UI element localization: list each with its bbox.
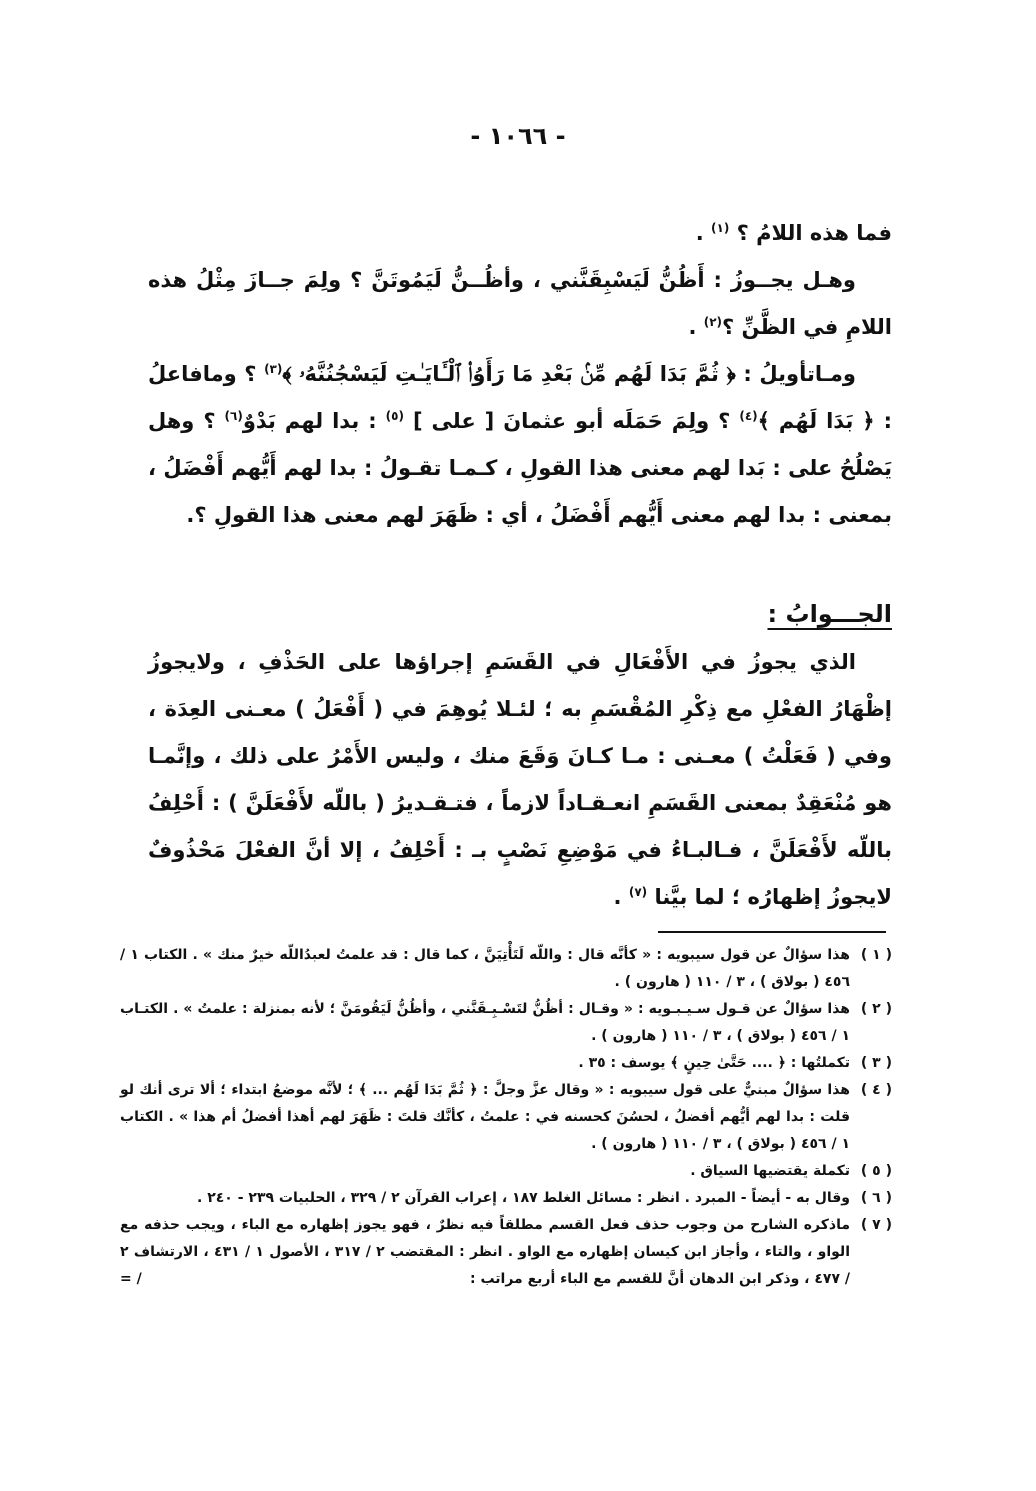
footnote (120, 942, 892, 996)
question-text: ؟ ولِمَ حَمَلَه أبو عثمانَ [ على ] (412, 409, 731, 433)
question-text: ؟ وهل يَصْلُحُ على : بَدا لهم معنى هذا القولِ ، كـمـا تقـولُ : بدا لهم أَيُّهم أَفْضَلُ ، بمعنى : بدا لهم معنى أَيُّهم أَفْضَلُ ، أي : ظَهَرَ لهم معنى هذا القولِ ؟. (148, 409, 892, 527)
paragraph-1: فما هذه اللامُ ؟ $^{(١)}$ . (695, 221, 892, 245)
footnote-text: تكملتُها : ﴿ .... حَتَّىٰ حِينٍ ﴾ يوسف : ٣٥ . (578, 1055, 850, 1071)
footnote-number: ( ١ ) (860, 947, 892, 963)
footnote-ref: (٦) (224, 409, 243, 423)
spacer (148, 539, 892, 591)
continuation-mark: = / (120, 1271, 142, 1287)
footnote (120, 1185, 892, 1212)
footnote-text (120, 1212, 850, 1293)
paragraph-3 (148, 351, 892, 539)
footnote-number: ( ٣ ) (860, 1055, 892, 1071)
footnote-ref: (٥) (385, 409, 404, 423)
footnote (120, 1050, 892, 1077)
footnote-ref: (٤) (739, 409, 758, 423)
footnote-ref: (١) (711, 221, 730, 235)
answer-text: الذي يجوزُ في الأَفْعَالِ في القَسَمِ إجراؤها على الحَذْفِ ، ولايجوزُ إظْهَارُ الفعْلِ مع ذِكْرِ المُقْسَمِ به ؛ لئـلا يُوهِمَ في ( أَفْعَلُ ) معـنى العِدَة ، وفي ( فَعَلْتُ ) معـنى : مـا كـانَ وَقَعَ منك ، وليس الأَمْرُ على ذلك ، وإنَّمـا هو مُنْعَقِدٌ بمعنى القَسَمِ انعـقـاداً لازماً ، فتـقـديرُ ( باللّه لأَفْعَلَنَّ ) : أَحْلِفُ باللّه لأَفْعَلَنَّ ، فـالبـاءُ في مَوْضِعِ نَصْبٍ بـ : أَحْلِفُ ، إلا أنَّ الفعْلَ مَحْذُوفٌ لايجوزُ إظهارُه ؛ لما بيَّنا (148, 650, 892, 909)
footnote-text-body: ماذكره الشارح من وجوب حذف فعل القسم مطلقاً فيه نظرٌ ، فهو يجوز إظهاره مع الباء ، ويجب حذفه مع الواو ، والتاء ، وأجاز ابن كيسان إظهاره مع الواو . انظر : المقتضب ٢ / ٣١٧ ، الأصول ١ / ٤٣١ ، الارتشاف ٢ / ٤٧٧ ، وذكر ابن الدهان أنَّ للقسم مع الباء أربع مراتب : (120, 1217, 850, 1287)
footnote-number: ( ٧ ) (860, 1217, 892, 1233)
footnote-number: ( ٦ ) (860, 1190, 892, 1206)
heading-text: الجـــوابُ : (767, 600, 892, 628)
answer-heading (148, 591, 892, 639)
footnote-number: ( ٤ ) (860, 1082, 892, 1098)
page-number: - ١٠٦٦ - (470, 122, 566, 150)
question-text: وهـل يجــوزُ : أَظُنُّ لَيَسْبِقَنَّني ، وأظُــنُّ لَيَمُوتَنَّ ؟ ولِمَ جــازَ مِثْلُ هذه اللامِ في الظَّنِّ ؟ (148, 268, 892, 339)
footnote (120, 996, 892, 1050)
footnote (120, 1077, 892, 1158)
footnote-ref: (٣) (264, 362, 283, 376)
footnote-text: هذا سؤالٌ عن قـول سـيـبـويه : « وقـال : أظُنُّ لتَسْـبِـقَنَّني ، وأظُنُّ لَيَقُومَنَّ ؛ لأنه بمنزلة : علمتُ » . الكتـاب ١ / ٤٥٦ ( بولاق ) ، ٣ / ١١٠ ( هارون ) . (120, 1001, 850, 1044)
question-text: ؟ ومافاعلُ : ﴿ بَدَا لَهُم ﴾ (148, 362, 892, 433)
paragraph-2: وهـل يجــوزُ : أَظُنُّ لَيَسْبِقَنَّني ، وأظُــنُّ لَيَمُوتَنَّ ؟ ولِمَ جــازَ مِثْلُ هذه اللامِ في الظَّنِّ ؟$^{(٢)}$ . (148, 268, 892, 339)
question-text: : بدا لهم بَدْوٌ (242, 409, 377, 433)
quran-quote: ومـاتأويلُ : ﴿ ثُمَّ بَدَا لَهُم مِّنۢ بَعْدِ مَا رَأَوُا۟ ٱلْـَٔايَـٰتِ لَيَسْجُنُنَّهُۥ ﴾ (282, 362, 856, 386)
footnote (120, 1158, 892, 1185)
footnote-text: وقال به - أيضاً - المبرد . انظر : مسائل الغلط ١٨٧ ، إعراب القرآن ٢ / ٣٢٩ ، الحلبيات ٢٣٩ - ٢٤٠ . (197, 1190, 850, 1206)
footnote-separator (658, 931, 886, 933)
footnote-number: ( ٥ ) (860, 1163, 892, 1179)
footnotes (120, 942, 892, 1293)
question-text: فما هذه اللامُ ؟ (736, 221, 892, 245)
footnote-text: هذا سؤالٌ عن قول سيبويه : « كأنَّه قال : واللّه لَتَأْتِيَنَّ ، كما قال : قد علمتُ لعبدُاللّه خيرٌ منك » . الكتاب ١ / ٤٥٦ ( بولاق ) ، ٣ / ١١٠ ( هارون ) . (120, 947, 850, 990)
footnote-number: ( ٢ ) (860, 1001, 892, 1017)
footnote (120, 1212, 892, 1293)
main-text (148, 210, 892, 921)
footnote-text: هذا سؤالٌ مبنيٌّ على قول سيبويه : « وقال عزَّ وجلَّ : ﴿ ثُمَّ بَدَا لَهُم ... ﴾ ؛ لأنَّه موضعُ ابتداء ؛ ألا ترى أنك لو قلت : بدا لهم أيُّهم أفضلُ ، لحسُنَ كحسنه في : علمتُ ، كأنَّك قلتَ : ظَهَرَ لهم أهذا أفضلُ أم هذا » . الكتاب ١ / ٤٥٦ ( بولاق ) ، ٣ / ١١٠ ( هارون ) . (120, 1082, 850, 1152)
answer-paragraph: الذي يجوزُ في الأَفْعَالِ في القَسَمِ إجراؤها على الحَذْفِ ، ولايجوزُ إظْهَارُ الفعْلِ مع ذِكْرِ المُقْسَمِ به ؛ لئـلا يُوهِمَ في ( أَفْعَلُ ) معـنى العِدَة ، وفي ( فَعَلْتُ ) معـنى : مـا كـانَ وَقَعَ منك ، وليس الأَمْرُ على ذلك ، وإنَّمـا هو مُنْعَقِدٌ بمعنى القَسَمِ انعـقـاداً لازماً ، فتـقـديرُ ( باللّه لأَفْعَلَنَّ ) : أَحْلِفُ باللّه لأَفْعَلَنَّ ، فـالبـاءُ في مَوْضِعِ نَصْبٍ بـ : أَحْلِفُ ، إلا أنَّ الفعْلَ مَحْذُوفٌ لايجوزُ إظهارُه ؛ لما بيَّنا $^{(٧)}$ . (148, 650, 892, 909)
footnote-ref: (٧) (628, 885, 648, 899)
footnote-text: تكملة يقتضيها السياق . (690, 1163, 850, 1179)
footnote-ref: (٢) (703, 315, 723, 329)
